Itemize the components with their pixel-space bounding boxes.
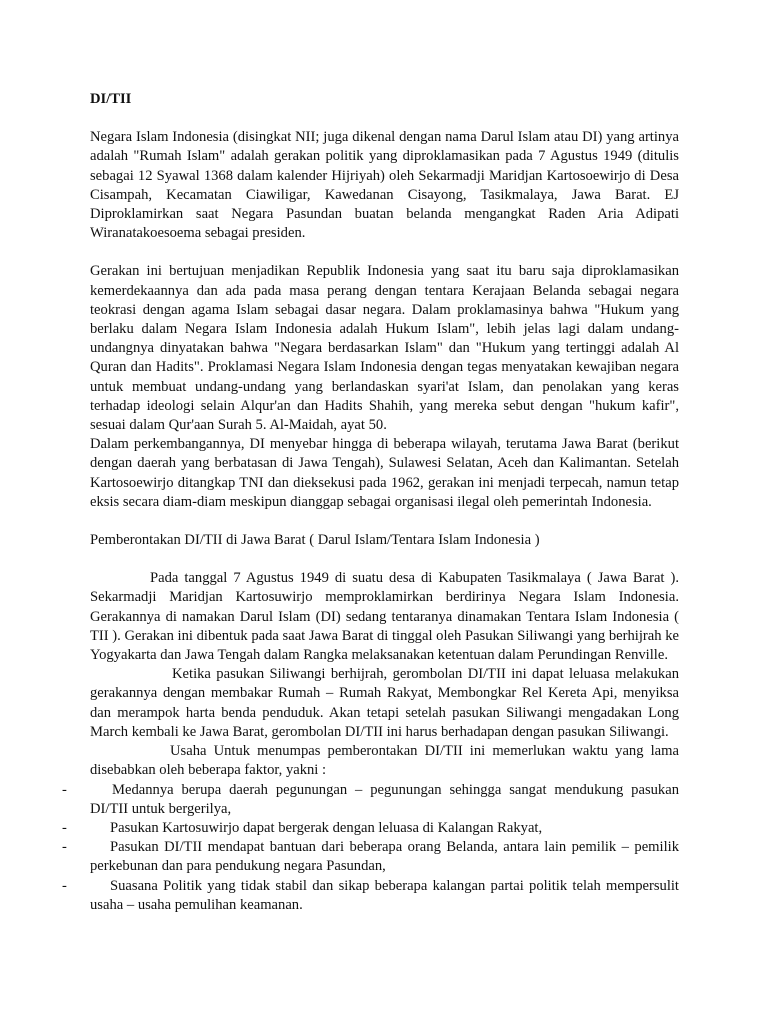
list-item-text: Suasana Politik yang tidak stabil dan sikap beberapa kalangan partai politik telah mempersulit usaha – usaha pemulihan keamanan. (90, 877, 679, 913)
paragraph-proklamasi-1949: Pada tanggal 7 Agustus 1949 di suatu desa di Kabupaten Tasikmalaya ( Jawa Barat ). Sekarmadji Maridjan Kartosuwirjo memproklamirkan berdirinya Negara Islam Indonesia. Gerakannya di namakan Darul Islam (DI) sedang tentaranya dinamakan Tentara Islam Indonesia ( TII ). Gerakan ini dibentuk pada saat Jawa Barat di tinggal oleh Pasukan Siliwangi yang berhijrah ke Yogyakarta dan Jawa Tengah dalam Rangka melaksanakan ketentuan dalam Perundingan Renville. (90, 570, 679, 664)
list-dash: - (62, 819, 67, 836)
list-item (62, 877, 679, 915)
paragraph-usaha-menumpas: Usaha Untuk menumpas pemberontakan DI/TII ini memerlukan waktu yang lama disebabkan oleh beberapa faktor, yakni : (90, 743, 679, 779)
list-dash: - (62, 877, 67, 894)
list-item-text: Pasukan Kartosuwirjo dapat bergerak dengan leluasa di Kalangan Rakyat, (110, 819, 543, 836)
paragraph-gerakan-tujuan: Gerakan ini bertujuan menjadikan Republik Indonesia yang saat itu baru saja diproklamasikan kemerdekaannya dan ada pada masa perang dengan tentara Kerajaan Belanda sebagai negara teokrasi dengan agama Islam sebagai dasar negara. Dalam proklamasinya bahwa "Hukum yang berlaku dalam Negara Islam Indonesia adalah Hukum Islam", lebih jelas lagi dalam undang-undangnya dinyatakan bahwa "Negara berdasarkan Islam" dan "Hukum yang tertinggi adalah Al Quran dan Hadits". Proklamasi Negara Islam Indonesia dengan tegas menyatakan kewajiban negara untuk membuat undang-undang yang berlandaskan syari'at Islam, dan penolakan yang keras terhadap ideologi selain Alqur'an dan Hadits Shahih, yang mereka sebut dengan "hukum kafir", sesuai dalam Qur'aan Surah 5. Al-Maidah, ayat 50. (90, 263, 679, 434)
paragraph-siliwangi-hijrah: Ketika pasukan Siliwangi berhijrah, gerombolan DI/TII ini dapat leluasa melakukan gerakannya dengan membakar Rumah – Rumah Rakyat, Membongkar Rel Kereta Api, menyiksa dan merampok harta benda penduduk. Akan tetapi setelah pasukan Siliwangi mengadakan Long March kembali ke Jawa Barat, gerombolan DI/TII ini harus berhadapan dengan pasukan Siliwangi. (90, 666, 679, 740)
list-dash: - (62, 781, 67, 798)
section-heading: Pemberontakan DI/TII di Jawa Barat ( Darul Islam/Tentara Islam Indonesia ) (90, 532, 540, 549)
list-item-text: Medannya berupa daerah pegunungan – pegunungan sehingga sangat mendukung pasukan DI/TII untuk bergerilya, (90, 781, 679, 817)
list-item (62, 781, 679, 819)
document-title: DI/TII (90, 91, 132, 107)
paragraph-perkembangan: Dalam perkembangannya, DI menyebar hingga di beberapa wilayah, terutama Jawa Barat (berikut dengan daerah yang berbatasan di Jawa Tengah), Sulawesi Selatan, Aceh dan Kalimantan. Setelah Kartosoewirjo ditangkap TNI dan dieksekusi pada 1962, gerakan ini menjadi terpecah, namun tetap eksis secara diam-diam meskipun dianggap sebagai organisasi ilegal oleh pemerintah Indonesia. (90, 436, 679, 510)
list-dash: - (62, 839, 67, 856)
document-page (62, 90, 679, 915)
list-item-text: Pasukan DI/TII mendapat bantuan dari beberapa orang Belanda, antara lain pemilik – pemilik perkebunan dan para pendukung negara Pasundan, (90, 839, 679, 875)
list-item (62, 819, 679, 838)
paragraph-nii-intro: Negara Islam Indonesia (disingkat NII; juga dikenal dengan nama Darul Islam atau DI) yang artinya adalah "Rumah Islam" adalah gerakan politik yang diproklamasikan pada 7 Agustus 1949 (ditulis sebagai 12 Syawal 1368 dalam kalender Hijriyah) oleh Sekarmadji Maridjan Kartosoewirjo di Desa Cisampah, Kecamatan Ciawiligar, Kawedanan Cisayong, Tasikmalaya, Jawa Barat. EJ Diproklamirkan saat Negara Pasundan buatan belanda mengangkat Raden Aria Adipati Wiranatakoesoema sebagai presiden. (90, 129, 679, 242)
factor-list (62, 781, 679, 915)
list-item (62, 838, 679, 876)
